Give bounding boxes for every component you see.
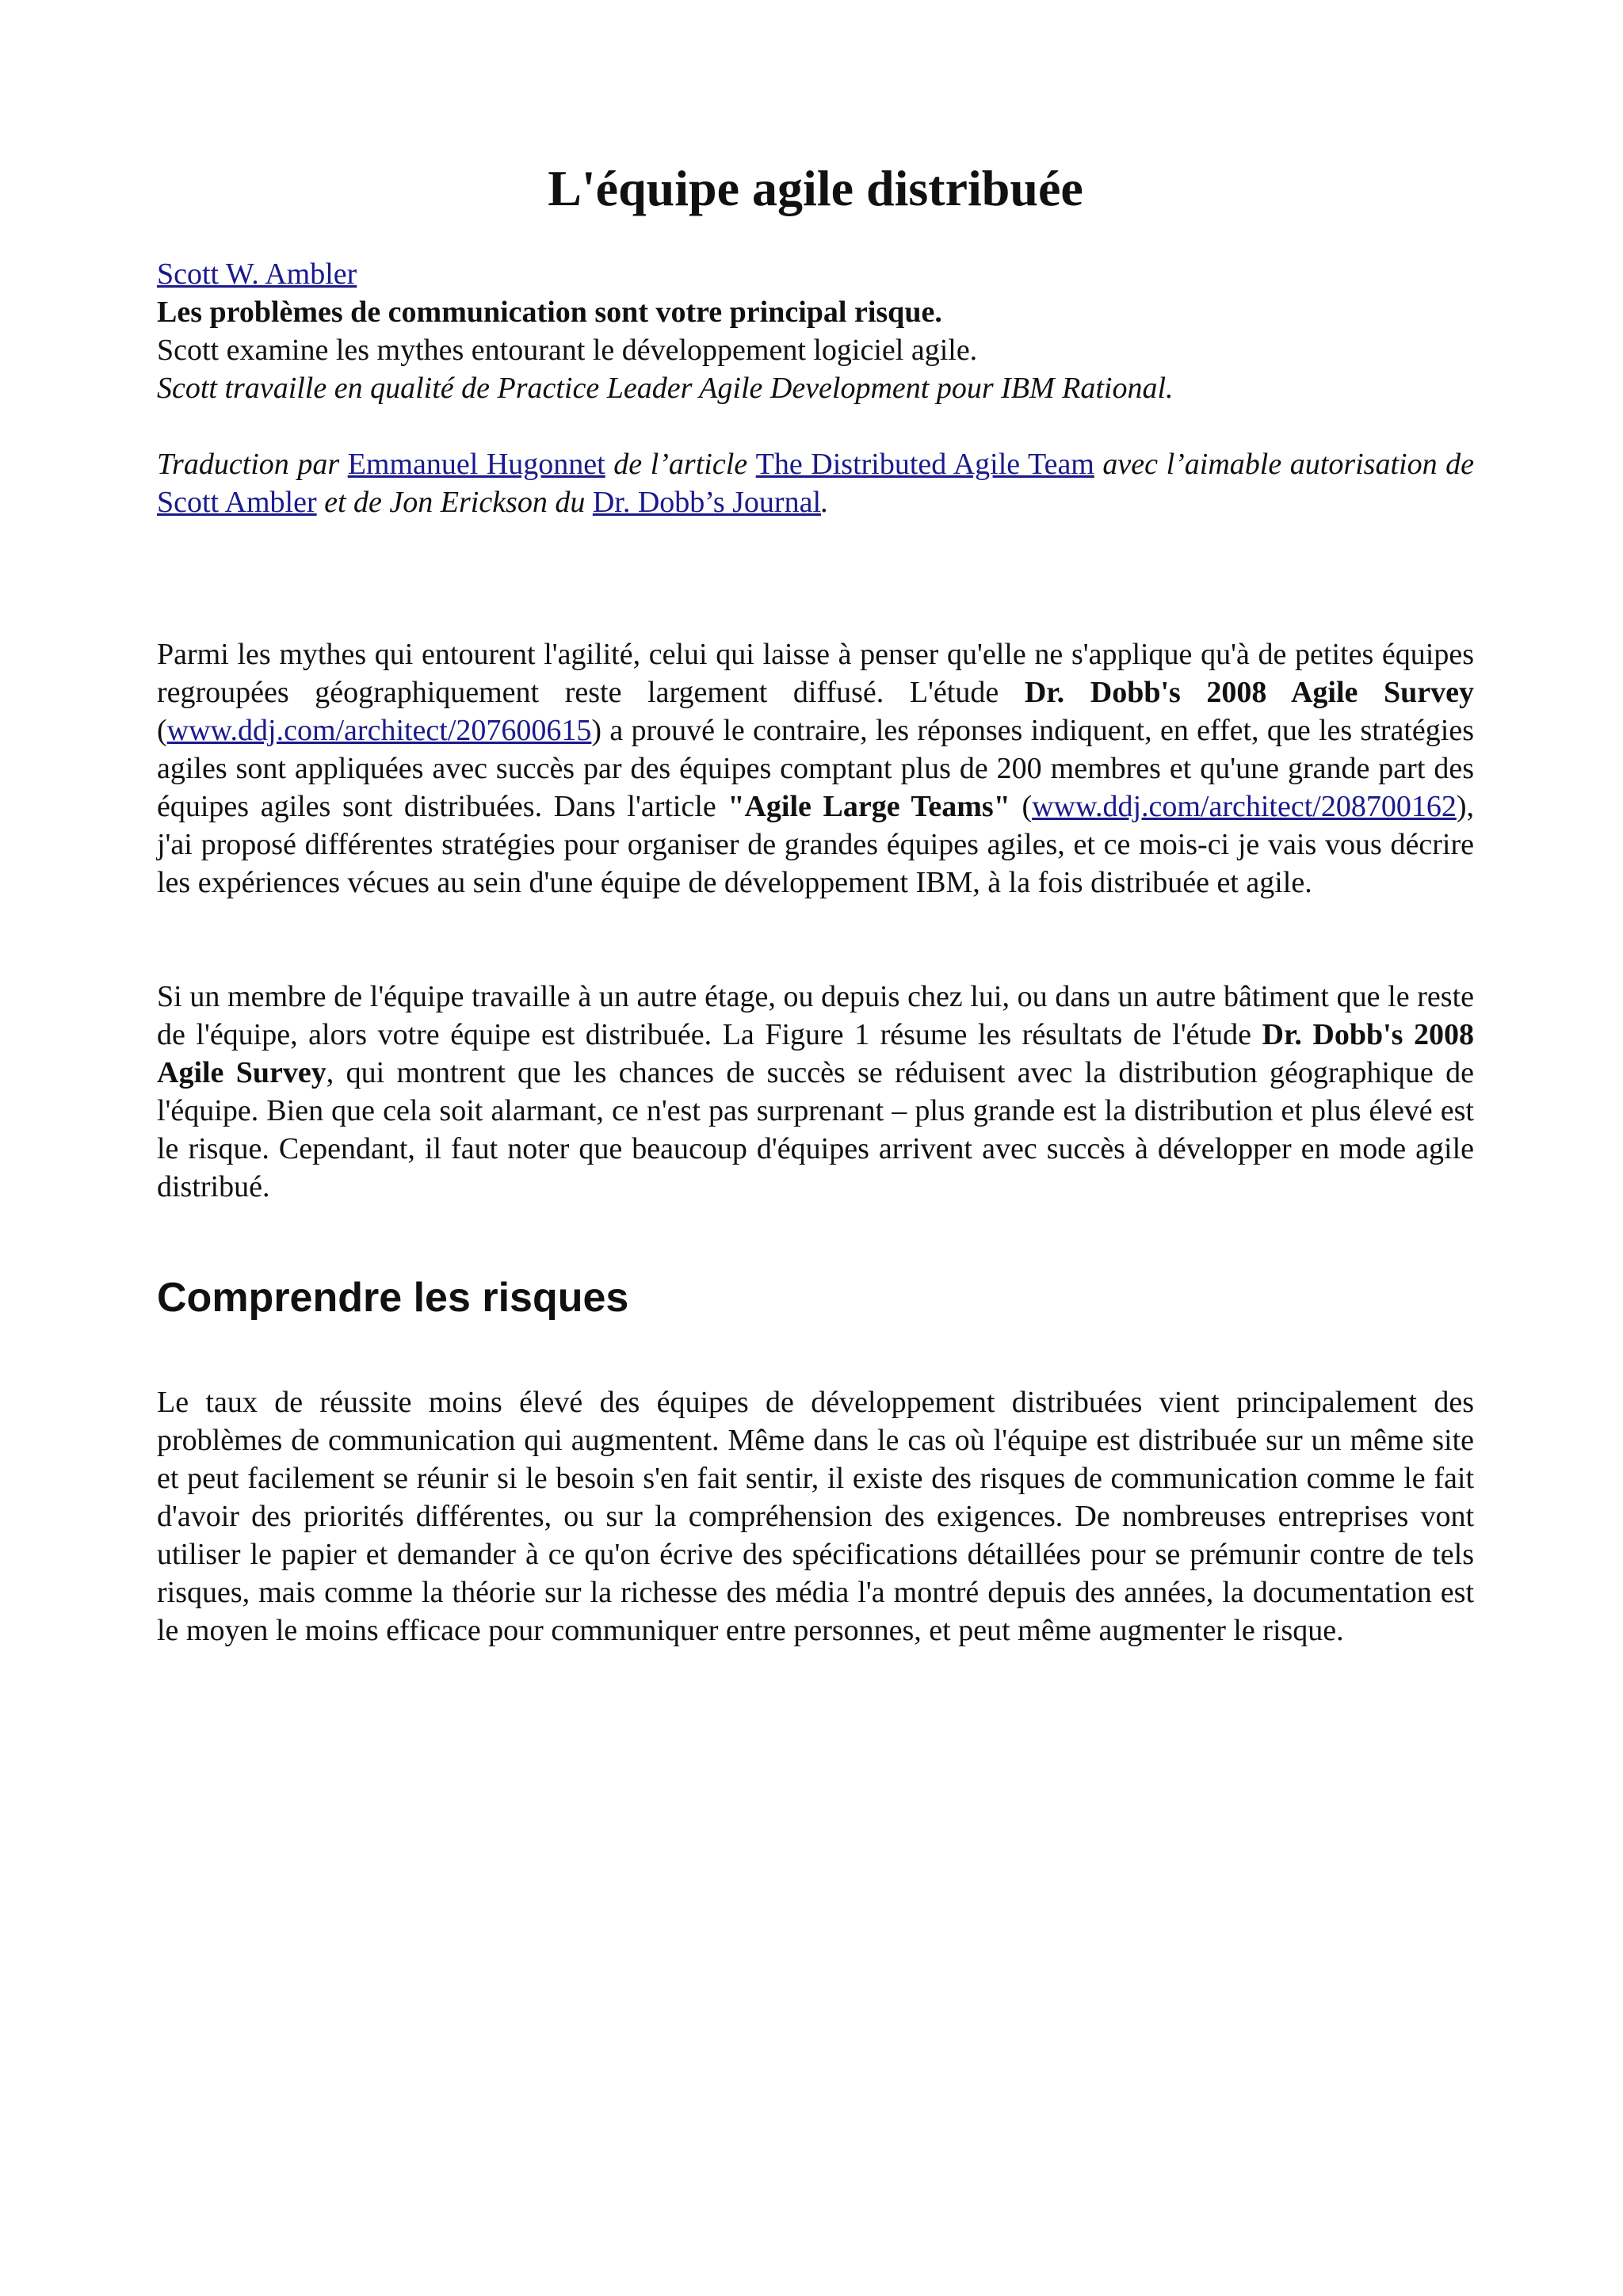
translation-text: de l’article (605, 448, 756, 481)
translation-text: avec l’aimable autorisation de (1094, 448, 1474, 481)
translation-text: . (821, 486, 829, 519)
survey-name: Dr. Dobb's 2008 Agile Survey (157, 1018, 1474, 1089)
paragraph-text: ( (157, 714, 167, 747)
translation-text: et de Jon Erickson du (316, 486, 593, 519)
original-article-link[interactable]: The Distributed Agile Team (755, 448, 1094, 481)
paragraph-intro (157, 635, 1474, 902)
survey-link[interactable]: www.ddj.com/architect/207600615 (166, 714, 592, 747)
translation-note (157, 445, 1474, 521)
translator-link[interactable]: Emmanuel Hugonnet (347, 448, 605, 481)
translation-text: Traduction par (157, 448, 348, 481)
section-heading: Comprendre les risques (157, 1275, 629, 1321)
article-tagline: Les problèmes de communication sont votre principal risque. (157, 296, 942, 329)
paragraph-text: ( (1010, 790, 1033, 823)
paragraph-distribution (157, 978, 1474, 1206)
paragraph-risks: Le taux de réussite moins élevé des équipes de développement distribuées vient principalement des problèmes de communication qui augmentent. Même dans le cas où l'équipe est distribuée sur un même site et peut facilement se réunir si le besoin s'en fait sentir, il existe des risques de communication comme le fait d'avoir des priorités différentes, ou sur la compréhension des exigences. De nombreuses entreprises vont utiliser le papier et demander à ce qu'on écrive des spécifications détaillées pour se prémunir contre de tels risques, mais comme la théorie sur la richesse des média l'a montré depuis des années, la documentation est le moyen le moins efficace pour communiquer entre personnes, et peut même augmenter le risque. (157, 1386, 1474, 1647)
paragraph-text: Si un membre de l'équipe travaille à un autre étage, ou depuis chez lui, ou dans un autre bâtiment que le reste de l'équipe, alors votre équipe est distribuée. La Figure 1 résume les résultats de l'étude (157, 980, 1474, 1051)
article-name: "Agile Large Teams" (727, 790, 1010, 823)
author-line (157, 255, 1474, 293)
journal-link[interactable]: Dr. Dobb’s Journal (592, 486, 821, 519)
scott-ambler-link[interactable]: Scott Ambler (157, 486, 317, 519)
paragraph-text: ), j'ai proposé différentes stratégies pour organiser de grandes équipes agiles, et ce mois-ci je vais vous décrire les expériences vécues au sein d'une équipe de développement IBM, à la fois distribuée et agile. (157, 790, 1474, 899)
author-link[interactable]: Scott W. Ambler (157, 257, 357, 291)
paragraph-text: ) a prouvé le contraire, les réponses indiquent, en effet, que les stratégies agiles sont appliquées avec succès par des équipes comptant plus de 200 membres et qu'une grande part des équipes agiles sont distribuées. Dans l'article (157, 714, 1474, 823)
survey-name: Dr. Dobb's 2008 Agile Survey (1024, 676, 1474, 709)
paragraph-text: Parmi les mythes qui entourent l'agilité, celui qui laisse à penser qu'elle ne s'applique qu'à de petites équipes regroupées géographiquement reste largement diffusé. L'étude (157, 638, 1474, 709)
large-teams-link[interactable]: www.ddj.com/architect/208700162 (1032, 790, 1457, 823)
paragraph-text: , qui montrent que les chances de succès se réduisent avec la distribution géographique de l'équipe. Bien que cela soit alarmant, ce n'est pas surprenant – plus grande est la distribution et plus élevé est le risque. Cependant, il faut noter que beaucoup d'équipes arrivent avec succès à développer en mode agile distribué. (157, 1056, 1474, 1203)
article-header (157, 255, 1474, 407)
document-title: L'équipe agile distribuée (548, 160, 1083, 216)
article-summary: Scott examine les mythes entourant le développement logiciel agile. (157, 334, 978, 367)
author-role: Scott travaille en qualité de Practice Leader Agile Development pour IBM Rational. (157, 372, 1174, 405)
